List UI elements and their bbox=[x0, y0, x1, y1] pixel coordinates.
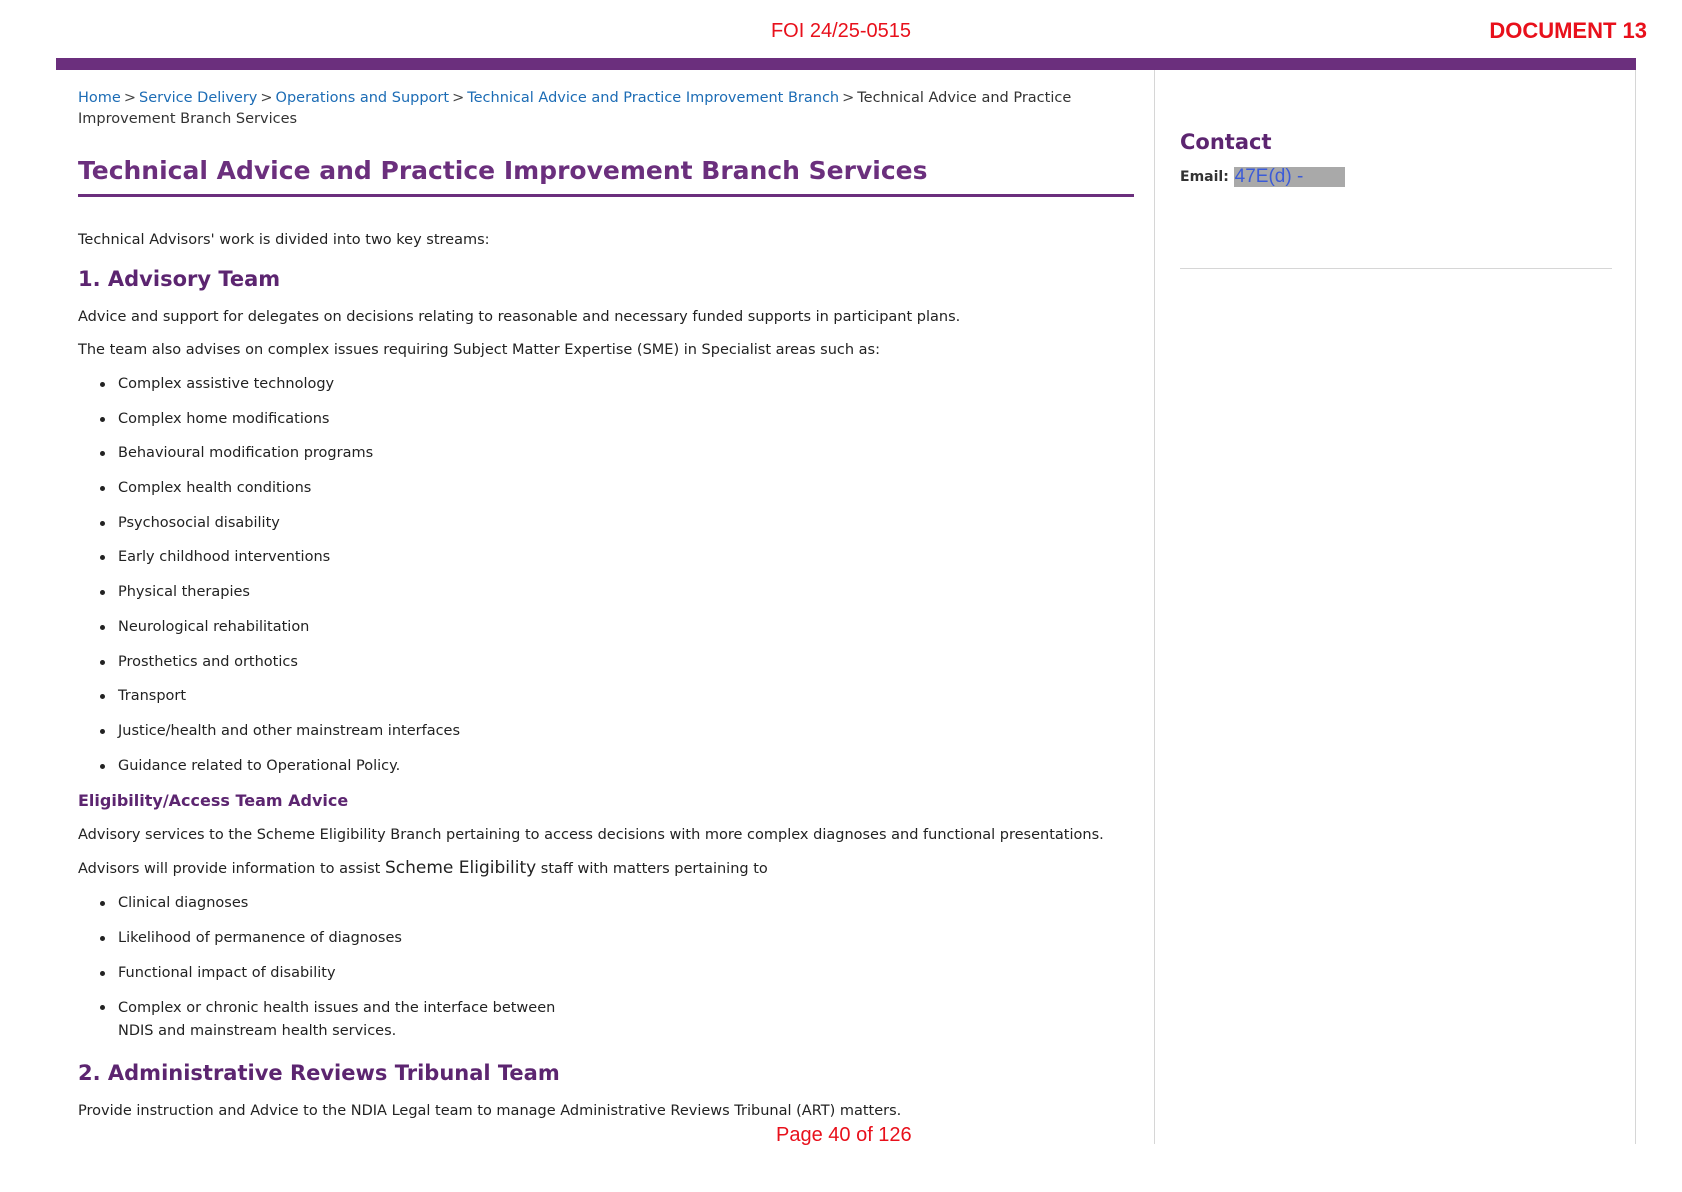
contact-heading: Contact bbox=[1180, 130, 1272, 154]
breadcrumb bbox=[78, 88, 1134, 130]
list-item: Functional impact of disability bbox=[118, 963, 1134, 983]
list-item: Neurological rehabilitation bbox=[118, 617, 1134, 637]
list-item: Likelihood of permanence of diagnoses bbox=[118, 928, 1134, 948]
list-item: Complex health conditions bbox=[118, 478, 1134, 498]
breadcrumb-operations-support[interactable]: Operations and Support bbox=[275, 90, 450, 106]
advisory-team-heading: 1. Advisory Team bbox=[78, 267, 281, 291]
eligibility-para-2-end: staff with matters pertaining to bbox=[536, 861, 768, 878]
breadcrumb-separator: > bbox=[452, 90, 465, 106]
eligibility-para-2-start: Advisors will provide information to assist bbox=[78, 861, 385, 878]
frame-border bbox=[1635, 70, 1636, 1144]
page-number: Page 40 of 126 bbox=[776, 1124, 912, 1146]
breadcrumb-separator: > bbox=[123, 90, 136, 106]
list-item: Justice/health and other mainstream interfaces bbox=[118, 721, 1134, 741]
advisory-para-1: Advice and support for delegates on decisions relating to reasonable and necessary funded supports in participant plans. bbox=[78, 309, 961, 325]
email-redaction: 47E(d) - bbox=[1234, 167, 1345, 187]
list-item: Prosthetics and orthotics bbox=[118, 652, 1134, 672]
list-item: Behavioural modification programs bbox=[118, 443, 1134, 463]
list-item: Transport bbox=[118, 686, 1134, 706]
eligibility-list bbox=[78, 893, 1134, 1043]
advisory-areas-list bbox=[78, 374, 1134, 776]
list-item: Early childhood interventions bbox=[118, 547, 1134, 567]
list-item: Complex home modifications bbox=[118, 409, 1134, 429]
breadcrumb-service-delivery[interactable]: Service Delivery bbox=[138, 90, 258, 106]
list-item: Psychosocial disability bbox=[118, 513, 1134, 533]
page-title: Technical Advice and Practice Improvement Branch Services bbox=[78, 154, 1134, 197]
breadcrumb-home[interactable]: Home bbox=[78, 90, 121, 106]
art-para-1: Provide instruction and Advice to the NDIA Legal team to manage Administrative Reviews Tribunal (ART) matters. bbox=[78, 1103, 902, 1119]
list-item: Complex assistive technology bbox=[118, 374, 1134, 394]
foi-reference: FOI 24/25-0515 bbox=[770, 20, 912, 42]
list-item: Clinical diagnoses bbox=[118, 893, 1134, 913]
list-item: Complex or chronic health issues and the interface between NDIS and mainstream health services. bbox=[118, 997, 588, 1043]
art-team-heading: 2. Administrative Reviews Tribunal Team bbox=[78, 1061, 560, 1085]
eligibility-para-1: Advisory services to the Scheme Eligibility Branch pertaining to access decisions with more complex diagnoses and functional presentations. bbox=[78, 827, 1104, 844]
breadcrumb-tapib[interactable]: Technical Advice and Practice Improvement Branch bbox=[467, 90, 840, 106]
eligibility-para-2 bbox=[78, 858, 1134, 879]
eligibility-heading: Eligibility/Access Team Advice bbox=[78, 791, 349, 811]
contact-sidebar bbox=[1180, 70, 1612, 269]
list-item: Physical therapies bbox=[118, 582, 1134, 602]
eligibility-para-2-emphasis: Scheme Eligibility bbox=[384, 858, 537, 879]
advisory-para-2: The team also advises on complex issues requiring Subject Matter Expertise (SME) in Specialist areas such as: bbox=[78, 342, 880, 358]
contact-email-row bbox=[1180, 166, 1612, 188]
breadcrumb-current: Technical Advice and Practice Improvement Branch Services bbox=[78, 90, 1072, 127]
breadcrumb-separator: > bbox=[842, 90, 855, 106]
intro-text: Technical Advisors' work is divided into two key streams: bbox=[78, 232, 490, 248]
email-label: Email: bbox=[1180, 169, 1229, 185]
document-number: DOCUMENT 13 bbox=[1489, 18, 1647, 43]
list-item: Guidance related to Operational Policy. bbox=[118, 756, 1134, 776]
header-bar bbox=[56, 58, 1636, 70]
breadcrumb-separator: > bbox=[260, 90, 273, 106]
sidebar-divider bbox=[1180, 268, 1612, 269]
main-content bbox=[56, 70, 1155, 1144]
